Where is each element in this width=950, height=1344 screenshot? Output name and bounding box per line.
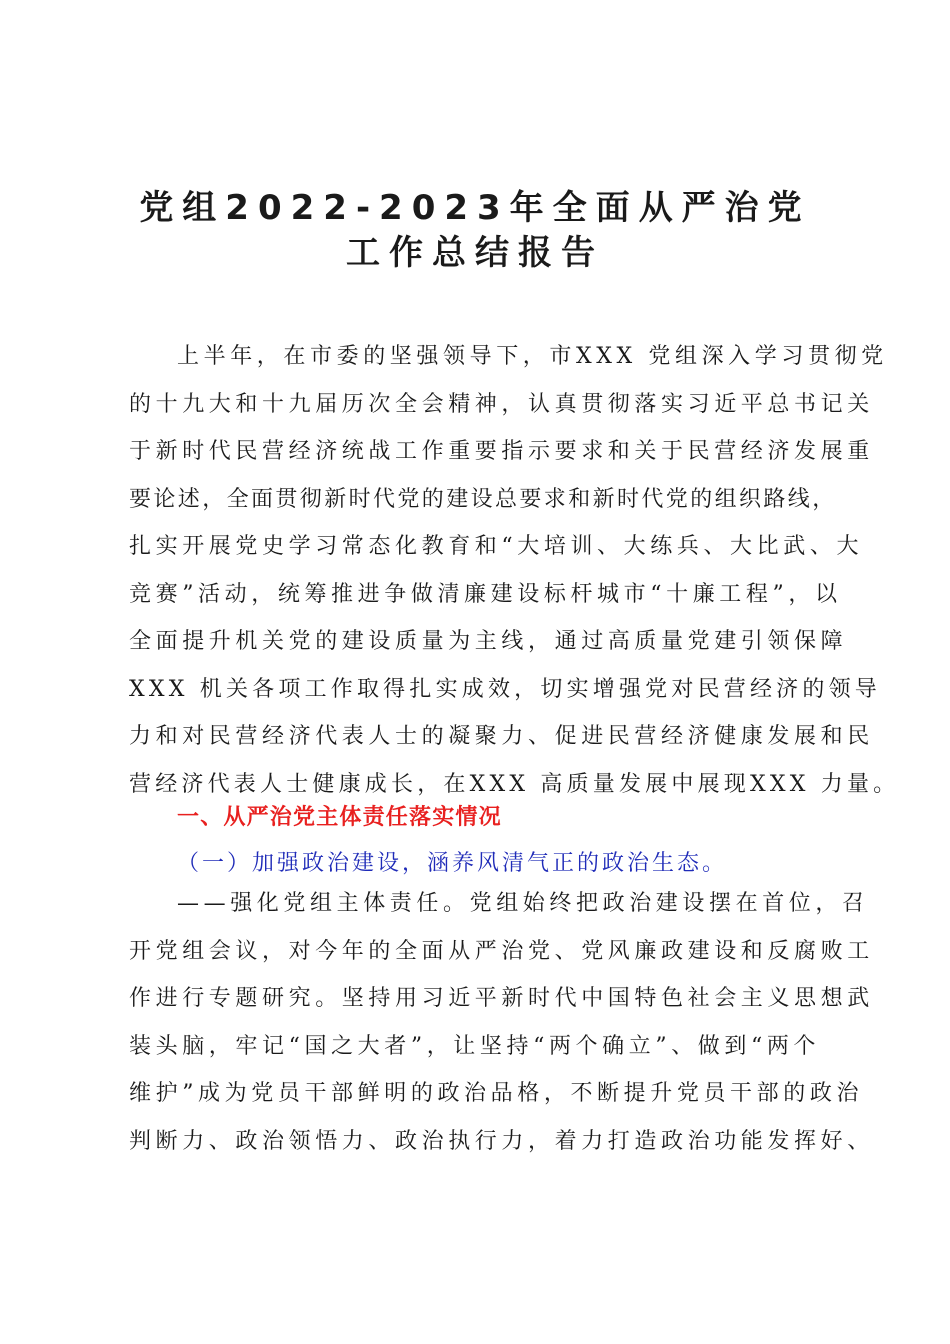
paragraph-line: ——强化党组主体责任。党组始终把政治建设摆在首位，召 — [177, 891, 869, 916]
document-title-line-1: 党组2022-2023年全面从严治党 — [139, 188, 811, 228]
paragraph-line: 营经济代表人士健康成长，在XXX 高质量发展中展现XXX 力量。 — [129, 771, 900, 797]
paragraph-line: 于新时代民营经济统战工作重要指示要求和关于民营经济发展重 — [129, 439, 874, 464]
document-title-line-2: 工作总结报告 — [346, 233, 604, 273]
intro-paragraph — [129, 333, 900, 808]
section-paragraph — [129, 880, 874, 1165]
paragraph-line: 上半年，在市委的坚强领导下，市XXX 党组深入学习贯彻党 — [177, 344, 888, 369]
paragraph-line: 力和对民营经济代表人士的凝聚力、促进民营经济健康发展和民 — [129, 724, 874, 749]
paragraph-line: 装头脑，牢记“国之大者”，让坚持“两个确立”、做到“两个 — [129, 1033, 821, 1059]
paragraph-line: 扎实开展党史学习常态化教育和“大培训、大练兵、大比武、大 — [129, 534, 864, 559]
paragraph-line: XXX 机关各项工作取得扎实成效，切实增强党对民营经济的领导 — [129, 676, 881, 702]
paragraph-line: 竞赛”活动，统筹推进争做清廉建设标杆城市“十廉工程”，以 — [129, 581, 842, 607]
paragraph-line: 作进行专题研究。坚持用习近平新时代中国特色社会主义思想武 — [129, 986, 874, 1011]
section-heading: 一、从严治党主体责任落实情况 — [177, 805, 502, 830]
paragraph-line: 全面提升机关党的建设质量为主线，通过高质量党建引领保障 — [129, 629, 848, 654]
paragraph-line: 开党组会议，对今年的全面从严治党、党风廉政建设和反腐败工 — [129, 938, 874, 964]
subsection-heading: （一）加强政治建设，涵养风清气正的政治生态。 — [177, 851, 728, 876]
paragraph-line: 的十九大和十九届历次全会精神，认真贯彻落实习近平总书记关 — [129, 391, 874, 417]
paragraph-line: 维护”成为党员干部鲜明的政治品格，不断提升党员干部的政治 — [129, 1081, 864, 1106]
paragraph-line: 要论述，全面贯彻新时代党的建设总要求和新时代党的组织路线， — [129, 486, 837, 512]
paragraph-line: 判断力、政治领悟力、政治执行力，着力打造政治功能发挥好、 — [129, 1128, 874, 1154]
